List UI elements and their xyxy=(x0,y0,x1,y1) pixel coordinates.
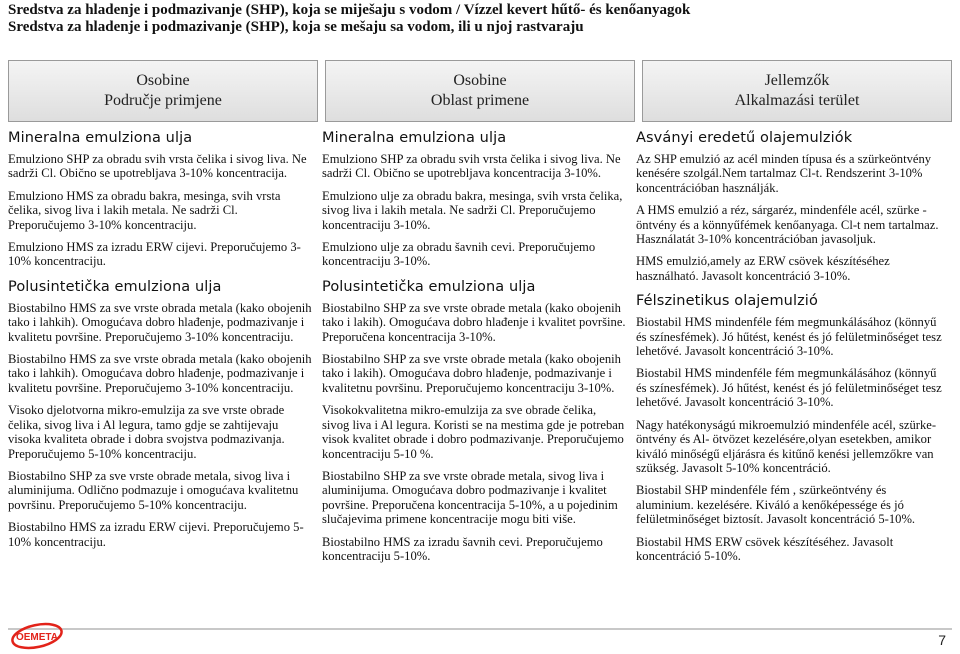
section-title-semisynthetic: Félszinetikus olajemulzió xyxy=(636,293,818,310)
document-titles xyxy=(8,2,952,36)
page-footer xyxy=(0,628,960,654)
paragraph: Biostabilno SHP za sve vrste obrade metala, sivog liva i aluminijuma. Odlično podmazuje i omogućava kvalitetnu površinu. Preporučujemo 5-10% koncentraciju. xyxy=(8,468,299,512)
column-serbian xyxy=(322,128,636,571)
section-title-semisynthetic: Polusintetička emulziona ulja xyxy=(322,278,536,295)
paragraph: Biostabilno SHP za sve vrste obrade metala (kako obojenih tako i lakih). Omogućava dobro hlađenje i kvalitet površine. Preporučena koncentracija 3-10%. xyxy=(322,300,626,344)
paragraph: Emulziono HMS za obradu bakra, mesinga, svih vrsta čelika, sivog liva i lakih metala. Ne sadrži Cl. Preporučujemo 3-10% koncentraciju. xyxy=(8,188,281,232)
paragraph: Biostabil SHP mindenféle fém , szürkeöntvény és aluminium. kezelésére. Kiváló a kenőképessége és jó felületminőséget biztosít. Javasolt koncentráció 5-10%. xyxy=(636,483,916,527)
paragraph: Biostabilno SHP za sve vrste obrade metala, sivog liva i aluminijuma. Omogućava dobro podmazivanje i kvalitet površine. Preporučena koncentracija 5-10%, a u pojedinim slučajevima primene koncentracije mogu biti više. xyxy=(322,468,618,527)
header-serbian xyxy=(325,60,635,122)
paragraph: Emulziono ulje za obradu šavnih cevi. Preporučujemo koncentraciju 3-10%. xyxy=(322,240,596,269)
content-grid xyxy=(8,128,952,571)
header-line-2: Oblast primene xyxy=(430,92,530,109)
section-title-mineral: Mineralna emulziona ulja xyxy=(322,130,507,146)
paragraph: Biostabilno HMS za izradu ERW cijevi. Preporučujemo 5-10% koncentraciju. xyxy=(8,520,304,549)
paragraph: Emulziono ulje za obradu bakra, mesinga, svih vrsta čelika, sivog liva i lakih metala. Ne sadrži Cl. Preporučujemo koncentraciju 3-10%. xyxy=(322,188,623,232)
paragraph: Nagy hatékonyságú mikroemulzió mindenféle acél, szürke-öntvény és Al- ötvözet kezelésére,olyan esetekben, amikor kiváló minőségű eljárásra és kitűnő kenési jellemzőkre van szükség. Javasolt 5-10% koncentráció. xyxy=(636,417,937,475)
paragraph: Emulziono HMS za izradu ERW cijevi. Preporučujemo 3-10% koncentraciju. xyxy=(8,240,301,269)
paragraph: A HMS emulzió a réz, sárgaréz, mindenféle acél, szürke - öntvény és a könnyűfémek kenőanyaga. Cl-t nem tartalmaz. Használatát 3-10% koncentrációban javasoljuk. xyxy=(636,203,939,247)
column-header-row xyxy=(8,60,952,122)
paragraph: Visoko djelotvorna mikro-emulzija za sve vrste obrade čelika, sivog liva i Al legura, tamo gdje se zahtijevaju visoka kvaliteta obrade i dobra svojstva podmazivanja. Preporučujemo 5-10% koncentraciju. xyxy=(8,403,285,461)
page-number: 7 xyxy=(938,632,946,648)
paragraph: Biostabilno HMS za sve vrste obrada metala (kako obojenih tako i lahkih). Omogućava dobro hlađenje, podmazivanje i kvalitetu površine. Preporučujemo 3-10% koncentraciju. xyxy=(8,300,312,344)
title-line-2: Sredstva za hladenje i podmazivanje (SHP), koja se mešaju sa vodom, ili u njoj rastvaraju xyxy=(8,19,584,35)
header-line-1: Osobine xyxy=(453,72,507,89)
title-line-1: Sredstva za hladenje i podmazivanje (SHP), koja se miješaju s vodom / Vízzel kevert hűtő- és kenőanyagok xyxy=(8,2,691,18)
paragraph: Biostabil HMS ERW csövek készítéséhez. Javasolt koncentráció 5-10%. xyxy=(636,534,894,563)
logo-wordmark: OEMETA xyxy=(15,632,59,643)
paragraph: Biostabil HMS mindenféle fém megmunkálásához (könnyű és színesfémek). Jó hűtést, kenést és jó felületminőséget tesz lehetővé. Javasolt koncentráció 3-10%. xyxy=(636,315,942,359)
paragraph: Visokokvalitetna mikro-emulzija za sve obrade čelika, sivog liva i Al legura. Koristi se na mestima gde je potreban visok kvalitet obrade i dobro podmazivanje. Preporučujemo koncentraciju 5-10 %. xyxy=(322,403,625,461)
header-line-1: Osobine xyxy=(136,72,190,89)
header-hungarian xyxy=(642,60,952,122)
paragraph: Biostabilno HMS za izradu šavnih cevi. Preporučujemo koncentraciju 5-10%. xyxy=(322,534,603,563)
paragraph: Emulziono SHP za obradu svih vrsta čelika i sivog liva. Ne sadrži Cl. Obično se upotrebljava koncentracija 3-10%. xyxy=(322,152,621,181)
paragraph: Biostabil HMS mindenféle fém megmunkálásához (könnyű és színesfémek). Jó hűtést, kenést és jó felületminőséget tesz lehetővé. Javasolt koncentráció 3-10%. xyxy=(636,366,942,410)
header-line-2: Područje primjene xyxy=(104,92,222,109)
header-line-1: Jellemzők xyxy=(764,72,830,89)
section-title-mineral: Mineralna emulziona ulja xyxy=(8,130,193,146)
paragraph: Emulziono SHP za obradu svih vrsta čelika i sivog liva. Ne sadrži Cl. Obično se upotrebljava 3-10% koncentracija. xyxy=(8,152,307,181)
oemeta-logo xyxy=(10,621,64,651)
paragraph: Biostabilno SHP za sve vrste obrade metala (kako obojenih tako i lakih). Omogućava dobro hlađenje, podmazivanje i kvalitetnu površinu. Preporučujemo koncentraciju 3-10%. xyxy=(322,352,621,395)
header-line-2: Alkalmazási terület xyxy=(734,92,860,109)
header-croatian xyxy=(8,60,318,122)
section-title-semisynthetic: Polusintetička emulziona ulja xyxy=(8,278,222,295)
section-title-mineral: Asványi eredetű olajemulziók xyxy=(636,130,853,146)
paragraph: HMS emulzió,amely az ERW csövek készítéséhez használható. Javasolt koncentráció 3-10%. xyxy=(636,254,890,283)
column-croatian xyxy=(8,128,322,571)
paragraph: Az SHP emulzió az acél minden típusa és a szürkeöntvény kenésére szolgál.Nem tartalmaz Cl-t. Rendszerint 3-10% koncentrációban használják. xyxy=(636,152,932,195)
column-hungarian xyxy=(636,128,952,571)
paragraph: Biostabilno HMS za sve vrste obrada metala (kako obojenih tako i lahkih). Omogućava dobro hlađenje, podmazivanje i kvalitetu površine. Preporučujemo 3-10% koncentraciju. xyxy=(8,352,312,395)
footer-divider xyxy=(8,628,952,630)
